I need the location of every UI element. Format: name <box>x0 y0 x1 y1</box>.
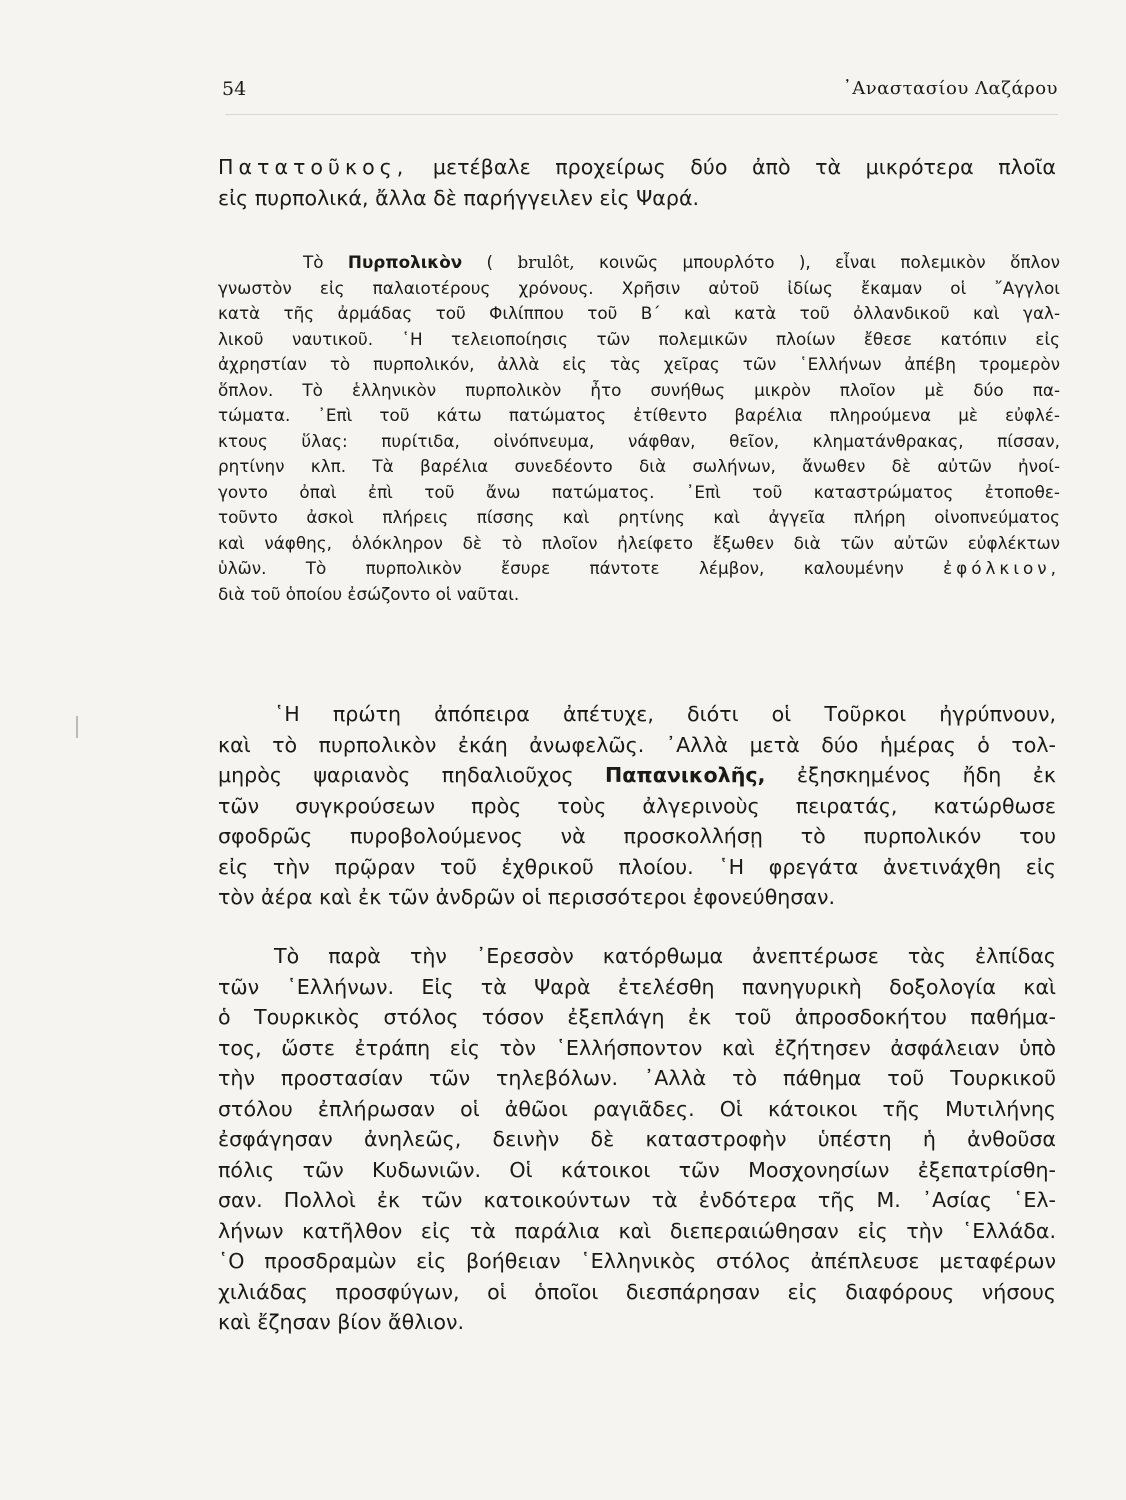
text-line: τῶν συγκρούσεων πρὸς τοὺς ἀλγερινοὺς πειρατάς, κατώρθωσε <box>218 793 1056 818</box>
text-line: τος, ὥστε ἐτράπη εἰς τὸν ῾Ελλήσποντον καὶ ἐζήτησεν ἀσφάλειαν ὑπὸ <box>218 1035 1056 1060</box>
text-line <box>218 760 1056 791</box>
text-line: ὅπλον. Τὸ ἑλληνικὸν πυρπολικὸν ἦτο συνήθως μικρὸν πλοῖον μὲ δύο πα- <box>218 379 1060 400</box>
text-line: τὴν προστασίαν τῶν τηλεβόλων. ᾿Αλλὰ τὸ πάθημα τοῦ Τουρκικοῦ <box>218 1066 1056 1090</box>
text-line: εἰς πυρπολικά, ἄλλα δὲ παρήγγειλεν εἰς Ψαρά. <box>218 185 700 210</box>
text-line: εἰς τὴν πρῷραν τοῦ ἐχθρικοῦ πλοίου. ῾Η φρεγάτα ἀνετινάχθη εἰς <box>218 854 1056 879</box>
text-line: Τὸ παρὰ τὴν ᾿Ερεσσὸν κατόρθωμα ἀνεπτέρωσε τὰς ἐλπίδας <box>274 944 1056 968</box>
text-line: τώματα. ᾿Επὶ τοῦ κάτω πατώματος ἐτίθεντο βαρέλια πληρούμενα μὲ εὐφλέ- <box>218 405 1060 425</box>
latin-term: brulôt, <box>517 252 575 272</box>
text-line: λικοῦ ναυτικοῦ. ῾Η τελειοποίησις τῶν πολεμικῶν πλοίων ἔθεσε κατόπιν εἰς <box>218 328 1060 349</box>
text-run: μετέβαλε προχείρως δύο ἀπὸ τὰ μικρότερα πλοῖα <box>432 155 1057 179</box>
text-run: ὑλῶν. Τὸ πυρπολικὸν ἔσυρε πάντοτε λέμβον, καλουμένην <box>218 558 904 578</box>
page-header <box>218 78 1058 108</box>
text-run: ( <box>462 252 518 272</box>
text-line: κτους ὕλας: πυρίτιδα, οἰνόπνευμα, νάφθαν, θεῖον, κληματάνθρακας, πίσσαν, <box>218 430 1060 451</box>
text-run: Τὸ <box>303 252 348 272</box>
text-line: καὶ ἔζησαν βίον ἄθλιον. <box>218 1310 465 1334</box>
text-line: τοῦντο ἀσκοὶ πλήρεις πίσσης καὶ ρητίνης καὶ ἀγγεῖα πλήρη οἰνοπνεύματος <box>218 507 1060 527</box>
footnote-block <box>218 250 1060 607</box>
margin-mark <box>76 716 78 738</box>
text-line <box>218 250 1060 276</box>
page-number: 54 <box>222 78 247 100</box>
text-line: ἀχρηστίαν τὸ πυρπολικόν, ἀλλὰ εἰς τὰς χεῖρας τῶν ῾Ελλήνων ἀπέβη τρομερὸν <box>218 354 1060 374</box>
text-line: καὶ τὸ πυρπολικὸν ἐκάη ἀνωφελῶς. ᾿Αλλὰ μετὰ δύο ἡμέρας ὁ τολ- <box>218 732 1056 757</box>
text-run: κοινῶς μπουρλότο ), εἶναι πολεμικὸν ὅπλον <box>574 252 1061 272</box>
header-rule <box>225 114 1058 115</box>
text-line: γοντο ὀπαὶ ἐπὶ τοῦ ἄνω πατώματος. ᾿Επὶ τοῦ καταστρώματος ἐτοποθε- <box>218 481 1060 502</box>
text-line: στόλου ἐπλήρωσαν οἱ ἀθῶοι ραγιᾶδες. Οἱ κάτοικοι τῆς Μυτιλήνης <box>218 1096 1056 1121</box>
body-paragraph-2 <box>218 941 1056 1338</box>
text-line: λήνων κατῆλθον εἰς τὰ παράλια καὶ διεπεραιώθησαν εἰς τὴν ῾Ελλάδα. <box>218 1218 1056 1243</box>
text-line: ρητίνην κλπ. Τὰ βαρέλια συνεδέοντο διὰ σωλήνων, ἄνωθεν δὲ αὐτῶν ἠνοί- <box>218 456 1060 476</box>
body-paragraph-1 <box>218 699 1056 913</box>
spaced-name: Πατατοῦκος, <box>218 155 409 179</box>
text-line: τὸν ἀέρα καὶ ἐκ τῶν ἀνδρῶν οἱ περισσότεροι ἐφονεύθησαν. <box>218 885 836 909</box>
text-line: ῾Η πρώτη ἀπόπειρα ἀπέτυχε, διότι οἱ Τοῦρκοι ἠγρύπνουν, <box>274 702 1056 726</box>
intro-paragraph <box>218 152 1056 213</box>
text-line: σφοδρῶς πυροβολούμενος νὰ προσκολλήσῃ τὸ πυρπολικόν του <box>218 824 1056 848</box>
text-line: καὶ νάφθης, ὁλόκληρον δὲ τὸ πλοῖον ἠλείφετο ἔξωθεν διὰ τῶν αὐτῶν εὐφλέκτων <box>218 532 1060 553</box>
text-line <box>218 152 1056 183</box>
running-head: ᾿Αναστασίου Λαζάρου <box>842 78 1058 99</box>
text-line <box>218 556 1060 582</box>
bold-name: Παπανικολῆς, <box>605 763 766 787</box>
spaced-term: ἐφόλκιον, <box>943 558 1060 578</box>
text-line: κατὰ τῆς ἀρμάδας τοῦ Φιλίππου τοῦ Β΄ καὶ κατὰ τοῦ ὀλλανδικοῦ καὶ γαλ- <box>218 303 1060 323</box>
text-line: σαν. Πολλοὶ ἐκ τῶν κατοικούντων τὰ ἐνδότερα τῆς Μ. ᾿Ασίας ῾Ελ- <box>218 1188 1056 1212</box>
text-run: ἐξησκημένος ἤδη ἐκ <box>765 763 1056 787</box>
text-line: ῾Ο προσδραμὼν εἰς βοήθειαν ῾Ελληνικὸς στόλος ἀπέπλευσε μεταφέρων <box>218 1249 1056 1273</box>
text-line: γνωστὸν εἰς παλαιοτέρους χρόνους. Χρῆσιν αὐτοῦ ἰδίως ἔκαμαν οἱ ῎Αγγλοι <box>218 277 1060 298</box>
text-line: τῶν ῾Ελλήνων. Εἰς τὰ Ψαρὰ ἐτελέσθη πανηγυρικὴ δοξολογία καὶ <box>218 974 1056 999</box>
text-line: ἐσφάγησαν ἀνηλεῶς, δεινὴν δὲ καταστροφὴν ὑπέστη ἡ ἀνθοῦσα <box>218 1127 1056 1151</box>
text-line: διὰ τοῦ ὁποίου ἐσώζοντο οἱ ναῦται. <box>218 583 520 604</box>
text-line: πόλις τῶν Κυδωνιῶν. Οἱ κάτοικοι τῶν Μοσχονησίων ἐξεπατρίσθη- <box>218 1157 1056 1182</box>
bold-term: Πυρπολικὸν <box>347 252 463 272</box>
text-run: μηρὸς ψαριανὸς πηδαλιοῦχος <box>218 763 606 787</box>
text-line: ὁ Τουρκικὸς στόλος τόσον ἐξεπλάγη ἐκ τοῦ ἀπροσδοκήτου παθήμα- <box>218 1005 1056 1029</box>
text-line: χιλιάδας προσφύγων, οἱ ὁποῖοι διεσπάρησαν εἰς διαφόρους νήσους <box>218 1279 1056 1304</box>
